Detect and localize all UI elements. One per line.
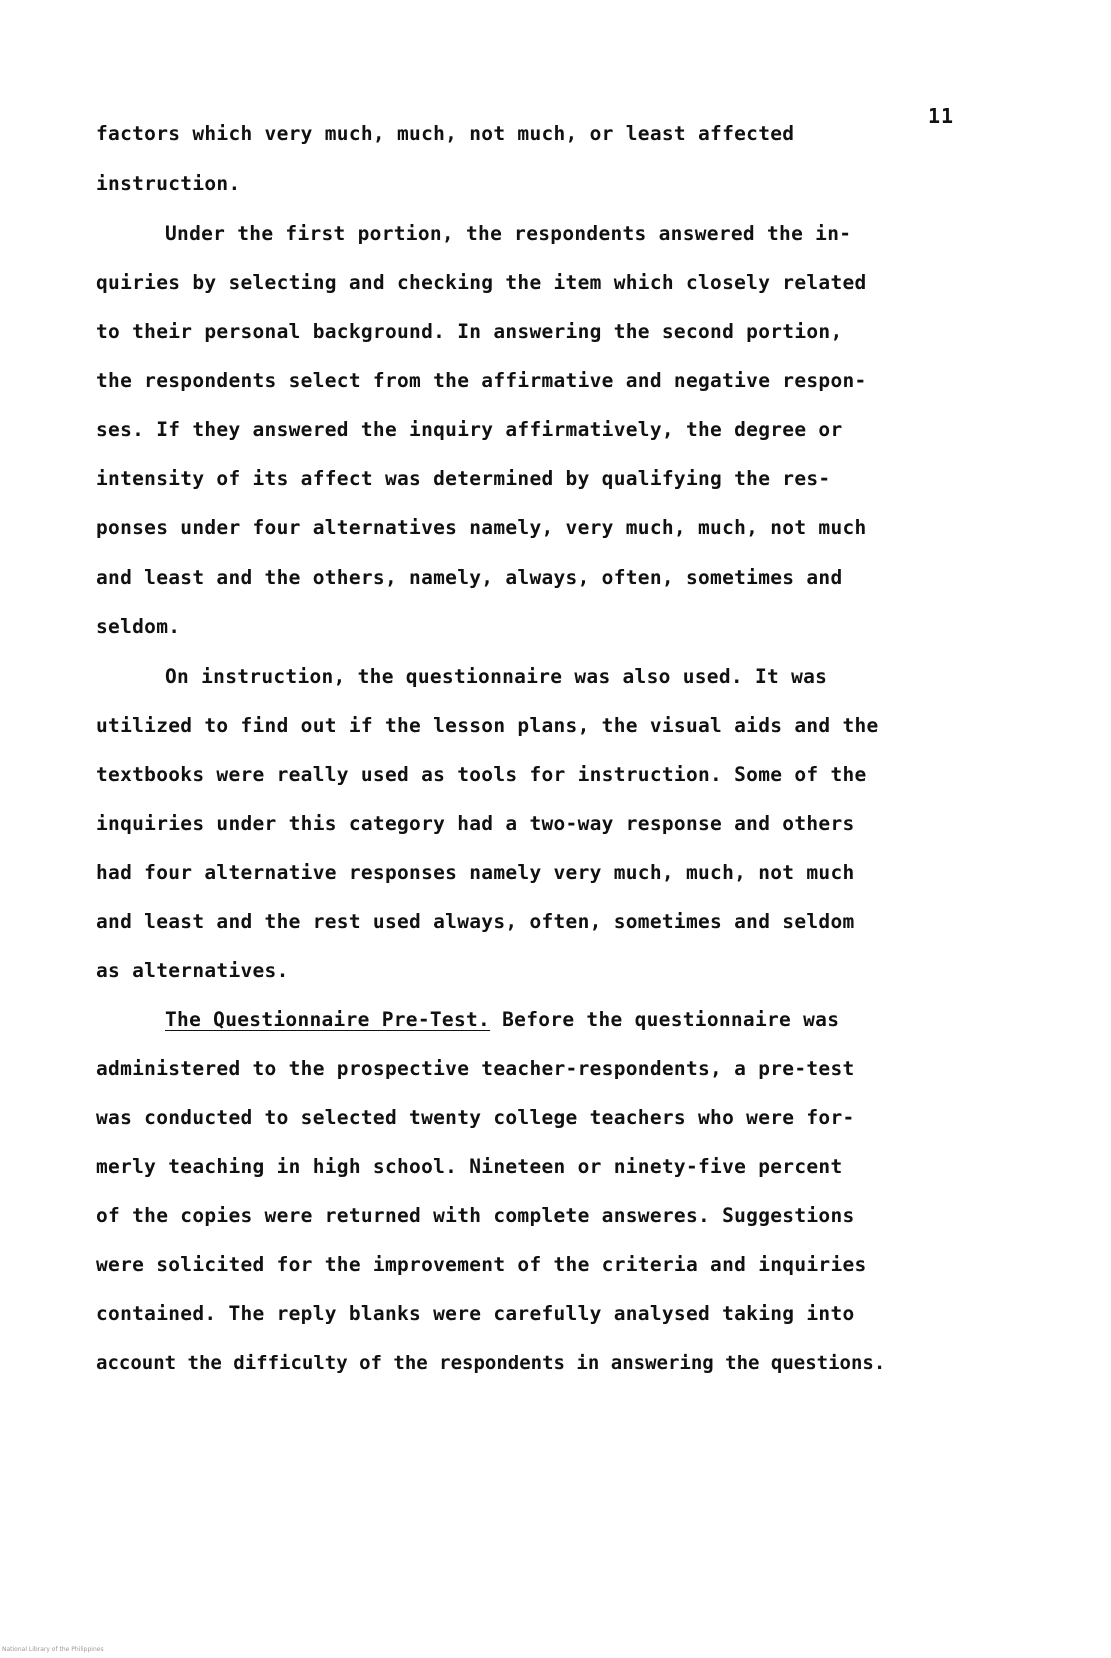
pretest-first-line-rest: Before the questionnaire was <box>490 1008 840 1031</box>
text-line-5: to their personal background. In answering the second portion, <box>96 320 843 343</box>
text-line-16: had four alternative responses namely very much, much, not much <box>96 861 855 884</box>
pretest-first-line <box>165 1008 839 1031</box>
text-line-12: On instruction, the questionnaire was also used. It was <box>165 665 828 688</box>
text-line-7: ses. If they answered the inquiry affirmatively, the degree or <box>96 418 843 441</box>
text-line-15: inquiries under this category had a two-way response and others <box>96 812 855 835</box>
text-line-24: contained. The reply blanks were carefully analysed taking into <box>96 1302 855 1325</box>
footer-watermark: National Library of the Philippines <box>2 1646 104 1653</box>
text-line-4: quiries by selecting and checking the item which closely related <box>96 271 867 294</box>
text-line-14: textbooks were really used as tools for instruction. Some of the <box>96 763 867 786</box>
section-heading: The Questionnaire Pre-Test. <box>165 1008 491 1031</box>
text-line-8: intensity of its affect was determined by qualifying the res- <box>96 467 831 490</box>
text-line-11: seldom. <box>96 615 181 638</box>
text-line-25: account the difficulty of the respondents in answering the questions. <box>96 1352 886 1374</box>
text-line-1: factors which very much, much, not much, or least affected <box>96 122 795 145</box>
text-line-10: and least and the others, namely, always, often, sometimes and <box>96 566 843 589</box>
text-line-13: utilized to find out if the lesson plans, the visual aids and the <box>96 714 879 737</box>
text-line-21: merly teaching in high school. Nineteen or ninety-five percent <box>96 1155 843 1178</box>
text-line-22: of the copies were returned with complete answeres. Suggestions <box>96 1204 855 1227</box>
text-line-2: instruction. <box>96 172 241 195</box>
page-number: 11 <box>928 104 955 128</box>
text-line-9: ponses under four alternatives namely, very much, much, not much <box>96 516 867 539</box>
text-line-20: was conducted to selected twenty college teachers who were for- <box>96 1106 855 1129</box>
text-line-18: as alternatives. <box>96 959 289 982</box>
text-line-23: were solicited for the improvement of the criteria and inquiries <box>96 1253 867 1276</box>
text-line-17: and least and the rest used always, often, sometimes and seldom <box>96 910 855 933</box>
text-line-3: Under the first portion, the respondents answered the in- <box>165 222 852 245</box>
text-line-6: the respondents select from the affirmative and negative respon- <box>96 369 867 392</box>
text-line-19: administered to the prospective teacher-respondents, a pre-test <box>96 1057 855 1080</box>
